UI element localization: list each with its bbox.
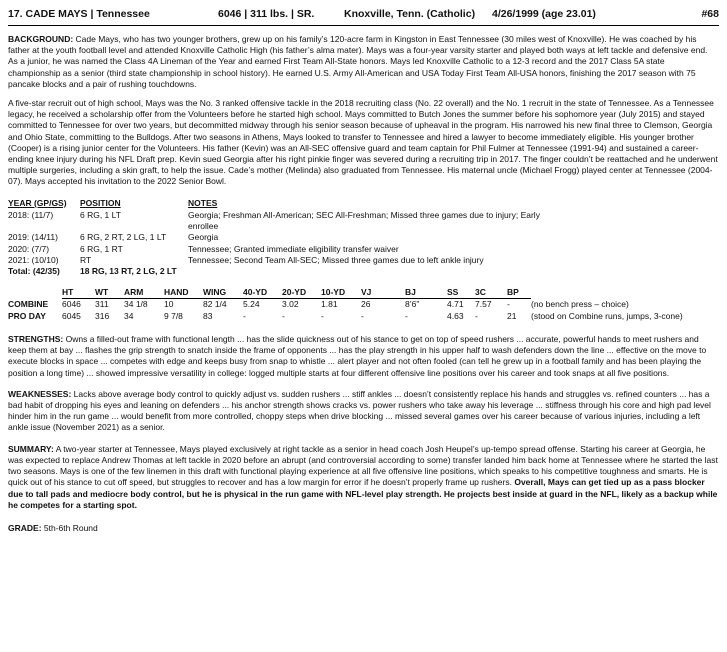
measurables-ss: 4.71 [447, 299, 464, 310]
measurables-arm: 34 [124, 310, 134, 321]
measurables-header-hand: HAND [164, 287, 203, 299]
measurables-ss: 4.63 [447, 310, 464, 321]
measurables-header-ht: HT [62, 287, 95, 299]
strengths-section [8, 334, 719, 379]
weaknesses-label: WEAKNESSES: [8, 388, 72, 399]
measurables-header-wing: WING [203, 287, 243, 299]
career-header-year: YEAR (GP/GS) [8, 197, 67, 208]
career-notes: Georgia; Freshman All-American; SEC All-Freshman; Missed three games due to injury; Early enrollee [188, 209, 540, 232]
grade-value: 5th-6th Round [41, 522, 98, 533]
weaknesses-text: Lacks above average body control to quickly adjust vs. sudden rushers ... stiff ankles ... doesn’t consistently replace his hands and struggles vs. refined counters ... has a bad habit of dropping his eyes and leaning on defenders ... his anchor strength shows cracks vs. power rushers who take away his leverage ... stiffness through his core and high pad level hinder him in the run game ... would benefit from more controlled, choppy steps when drive blocking ... missed several games over his career because of various injuries, including a left ankle issue (November 2021) as a senior. [8, 388, 711, 433]
measurables-hand: 9 7/8 [164, 310, 183, 321]
grade-label: GRADE: [8, 522, 42, 533]
background-section [8, 34, 719, 90]
measurables-header-10yd: 10-YD [321, 287, 361, 299]
career-table [8, 198, 568, 278]
measurables-header [8, 287, 719, 299]
measurables-40yd: - [243, 310, 246, 321]
career-total-position: 18 RG, 13 RT, 2 LG, 2 LT [80, 266, 177, 277]
career-position: 6 RG, 2 RT, 2 LG, 1 LT [80, 232, 167, 243]
career-table-header [8, 198, 568, 209]
measurables-40yd: 5.24 [243, 299, 260, 310]
summary-projection: Overall, Mays can get tied up as a pass blocker due to tall pads and mediocre body control, but he is physical in the run game with NFL-level play strength. He projects best inside at guard in the NFL, likely as a backup while he competes for a starting spot. [8, 477, 718, 510]
measurables-bj: - [405, 310, 408, 321]
measurables-10yd: - [321, 310, 324, 321]
measurables-bj: 8’6” [405, 299, 420, 310]
measurables-header-wt: WT [95, 287, 124, 299]
career-header-position: POSITION [80, 197, 121, 208]
player-measurements: 6046 | 311 lbs. | SR. [218, 8, 315, 20]
measurables-header-arm: ARM [124, 287, 164, 299]
career-header-notes: NOTES [188, 197, 218, 208]
measurables-note: (stood on Combine runs, jumps, 3-cone) [531, 310, 683, 321]
player-hometown: Knoxville, Tenn. (Catholic) [344, 8, 476, 20]
career-year: 2020: (7/7) [8, 243, 50, 254]
career-notes: Tennessee; Granted immediate eligibility transfer waiver [188, 243, 399, 254]
measurables-ht: 6046 [62, 299, 81, 310]
measurables-header-ss: SS [447, 287, 475, 299]
career-position: 6 RG, 1 LT [80, 209, 121, 220]
measurables-wt: 311 [95, 299, 109, 310]
career-notes: Georgia [188, 232, 219, 243]
measurables-bp: - [507, 299, 510, 310]
measurables-wt: 316 [95, 310, 110, 321]
career-notes: Tennessee; Second Team All-SEC; Missed three games due to left ankle injury [188, 254, 484, 265]
measurables-header-40yd: 40-YD [243, 287, 282, 299]
strengths-text: Owns a filled-out frame with functional length ... has the slide quickness out of his stance to get on top of speed rushers ... accurate, powerful hands to meet rushers and keep them at bay ... flashes the grip strength to snatch inside the frame of opponents ... has the play strength in his upper half to wash defenders down the line ... effective on the move to execute blocks in space ... competes with edge and keeps busy from snap to whistle ... alert player and not often fooled (can tell he grew up in a football family and has been playing the position a long time) ... showed impressive versatility in college: logged multiple starts at four different offensive line positions over his career and took snaps at all five positions. [8, 333, 707, 378]
measurables-header-3c: 3C [475, 287, 507, 299]
measurables-3c: 7.57 [475, 299, 492, 310]
background-text: Cade Mays, who has two younger brothers, grew up on his family’s 120-acre farm in Kingston in East Tennessee (30 miles west of Knoxville). He was coached by his father at the youth football level and attended Knoxville Catholic High (his father’s alma mater). Mays was a four-year varsity starter and played both ways at left tackle and defensive end. As a junior, he was named the Class 4A Lineman of the Year and earned First Team All-State honors. Mays led Knoxville Catholic to a 12-3 record and the 2017 Class 5A state championship as a senior (third state championship in school history). He earned U.S. Army All-American and USA Today First Team All-USA honors, finishing the 2017 season with 75 pancake blocks and a pair of rushing touchdowns. [8, 33, 708, 89]
career-year: 2019: (14/11) [8, 232, 58, 243]
measurables-20yd: - [282, 310, 285, 321]
measurables-3c: - [475, 310, 478, 321]
career-row [8, 210, 568, 232]
summary-text: A two-year starter at Tennessee, Mays played exclusively at right tackle as a senior in head coach Josh Heupel’s up-tempo spread offense. Starting his career at Georgia, he was expected to replace Andrew Thomas at left tackle in 2020 before an abrupt (and controversial according to some) transfer landed him back home at Tennessee where he started the last two seasons. Mays is one of the few linemen in this draft with functional playing experience at all five offensive line positions, which speaks to his competitive toughness and smarts. He is quick out of his stance to cut off speed, but struggles to recover and has a low margin for error if he doesn’t properly frame up rushers. [8, 443, 718, 488]
career-total-year: Total: (42/35) [8, 266, 60, 277]
career-row [8, 244, 568, 255]
recruiting-section: A five-star recruit out of high school, Mays was the No. 3 ranked offensive tackle in the 2018 recruiting class (No. 22 overall) and the No. 1 recruit in the state of Tennessee. As a Tennessee legacy, he received a scholarship offer from the Volunteers before he started high school. Mays committed to Butch Jones the summer before his sophomore year (July 2015) and stayed committed to Tennessee for over two years, but decommitted midway through his senior season because of upheaval in the program. His narrowed his new final three to Clemson, Georgia and Ohio State, committing to the Bulldogs. After two seasons in Athens, Mays looked to transfer to Tennessee and hired a lawyer to become immediately eligible. His younger brother (Cooper) is a rising junior center for the Volunteers. His father (Kevin) was an All-SEC offensive guard and team captain for Phil Fulmer at Tennessee (1991-94) and sustained a career-ending knee injury during his NFL Draft prep. Kevin sued Georgia after his right pinkie finger was severed during a recruiting trip in 2017. The finger couldn’t be reattached and he underwent multiple surgeries, including a skin graft, to help the issue. Cade’s mother (Melinda) also graduated from Tennessee. His maternal uncle (Michael Frogg) played center at Tennessee (2004-07). Mays accepted his invitation to the 2022 Senior Bowl. [8, 97, 718, 187]
measurables-arm: 34 1/8 [124, 299, 148, 310]
career-position: 6 RG, 1 RT [80, 243, 123, 254]
player-rank: #68 [701, 8, 719, 20]
measurables-ht: 6045 [62, 310, 81, 321]
measurables-row-label: COMBINE [8, 299, 49, 310]
measurables-hand: 10 [164, 299, 174, 310]
player-name: 17. CADE MAYS | Tennessee [8, 8, 150, 20]
summary-section [8, 444, 719, 511]
measurables-header-20yd: 20-YD [282, 287, 321, 299]
weaknesses-section [8, 389, 719, 434]
measurables-row-pro-day [8, 311, 719, 322]
measurables-wing: 83 [203, 310, 213, 321]
measurables-row-combine [8, 299, 719, 310]
career-total-row [8, 266, 568, 277]
career-row [8, 232, 568, 243]
player-birthdate: 4/26/1999 (age 23.01) [492, 8, 596, 20]
measurables-header-bp: BP [507, 287, 531, 299]
background-label: BACKGROUND: [8, 33, 74, 44]
measurables-row-label: PRO DAY [8, 310, 46, 321]
summary-label: SUMMARY: [8, 443, 54, 454]
measurables-10yd: 1.81 [321, 299, 338, 310]
career-position: RT [80, 254, 92, 265]
measurables-header-blank [8, 287, 62, 299]
measurables-20yd: 3.02 [282, 299, 299, 310]
measurables-table [8, 287, 719, 322]
career-year: 2018: (11/7) [8, 209, 54, 220]
measurables-note: (no bench press – choice) [531, 299, 629, 310]
measurables-wing: 82 1/4 [203, 299, 227, 310]
measurables-vj: 26 [361, 299, 371, 310]
measurables-vj: - [361, 310, 364, 321]
strengths-label: STRENGTHS: [8, 333, 64, 344]
measurables-header-bj: BJ [405, 287, 447, 299]
measurables-bp: 21 [507, 310, 517, 321]
grade-section [8, 523, 719, 534]
player-header [8, 8, 719, 26]
career-year: 2021: (10/10) [8, 254, 59, 265]
measurables-header-vj: VJ [361, 287, 405, 299]
career-row [8, 255, 568, 266]
